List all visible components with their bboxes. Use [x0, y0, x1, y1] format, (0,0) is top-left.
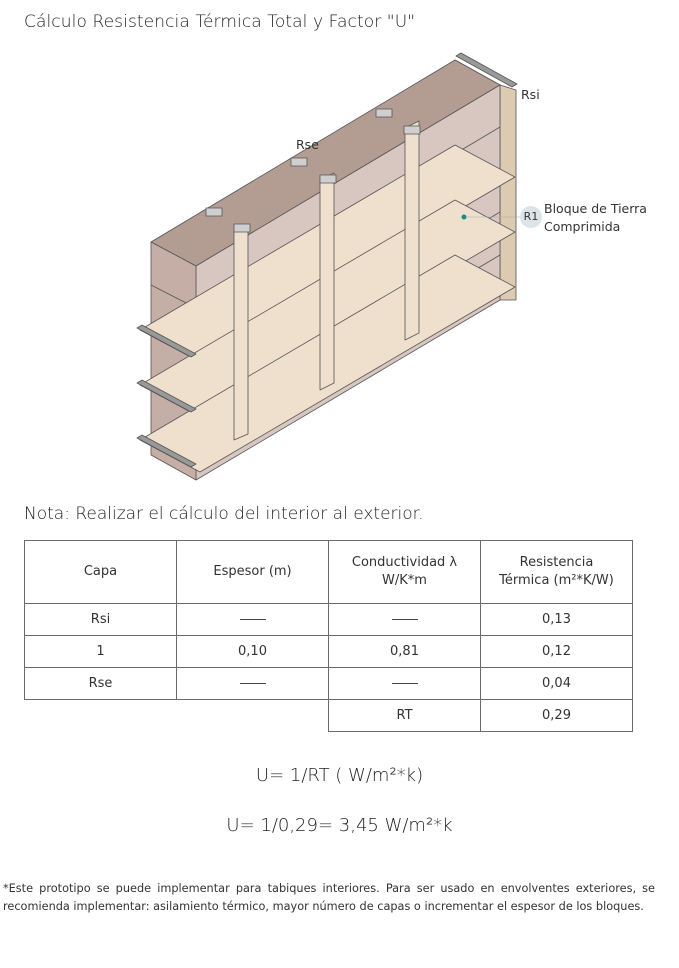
calculation-note: Nota: Realizar el cálculo del interior al exterior.: [24, 504, 424, 524]
formula-u-result: U= 1/0,29= 3,45 W/m²*k: [226, 815, 453, 836]
top-cap-5: [376, 109, 392, 117]
cell-conductividad: 0,81: [329, 636, 481, 668]
stud-left: [234, 226, 248, 440]
header-resistencia-line1: Resistencia: [519, 555, 594, 570]
cell-conductividad: [329, 668, 481, 700]
resistance-table: [24, 540, 633, 732]
table-row: [25, 604, 633, 636]
cell-capa: Rsi: [25, 604, 177, 636]
header-conductividad-line2: W/K*m: [382, 573, 427, 588]
empty-dash: [392, 683, 418, 684]
table-row: [25, 668, 633, 700]
formula-u-definition: U= 1/RT ( W/m²*k): [255, 765, 424, 786]
header-resistencia-line2: Térmica (m²*K/W): [499, 573, 614, 588]
cell-resistencia: 0,12: [481, 636, 633, 668]
table-row: [25, 636, 633, 668]
right-frame-side: [500, 85, 516, 300]
cell-espesor: 0,10: [177, 636, 329, 668]
cell-capa: Rse: [25, 668, 177, 700]
label-rsi: Rsi: [521, 87, 540, 102]
label-rse: Rse: [296, 137, 319, 152]
cell-conductividad: [329, 604, 481, 636]
total-value: 0,29: [481, 700, 633, 732]
top-cap-6: [404, 126, 420, 134]
header-resistencia: [481, 541, 633, 604]
wall-isometric-diagram: [0, 40, 679, 490]
cell-espesor: [177, 668, 329, 700]
header-conductividad-line1: Conductividad λ: [351, 555, 458, 570]
empty-dash: [240, 683, 266, 684]
table-total-row: [25, 700, 633, 732]
top-cap-3: [291, 158, 307, 166]
cell-resistencia: 0,04: [481, 668, 633, 700]
cell-capa: 1: [25, 636, 177, 668]
cell-espesor: [177, 604, 329, 636]
top-cap-4: [320, 175, 336, 183]
cell-resistencia: 0,13: [481, 604, 633, 636]
empty-dash: [240, 619, 266, 620]
header-conductividad: [329, 541, 481, 604]
top-cap-1: [206, 208, 222, 216]
footnote: *Este prototipo se puede implementar para tabiques interiores. Para ser usado en envolventes exteriores, se recomienda implementar: asilamiento térmico, mayor número de capas o incrementar el espesor de los bloques.: [3, 882, 655, 913]
stud-right: [405, 121, 419, 340]
empty-dash: [392, 619, 418, 620]
label-bloque: [544, 200, 647, 236]
label-bloque-line1: Bloque de Tierra: [544, 201, 647, 216]
page-title: Cálculo Resistencia Térmica Total y Factor "U": [24, 12, 416, 32]
total-label: RT: [329, 700, 481, 732]
r1-marker-dot: [462, 215, 467, 220]
label-bloque-line2: Comprimida: [544, 219, 621, 234]
stud-middle: [320, 173, 334, 390]
top-cap-2: [234, 224, 250, 232]
header-espesor: Espesor (m): [177, 541, 329, 604]
table-header-row: [25, 541, 633, 604]
header-capa: Capa: [25, 541, 177, 604]
r1-badge: R1: [520, 206, 542, 228]
